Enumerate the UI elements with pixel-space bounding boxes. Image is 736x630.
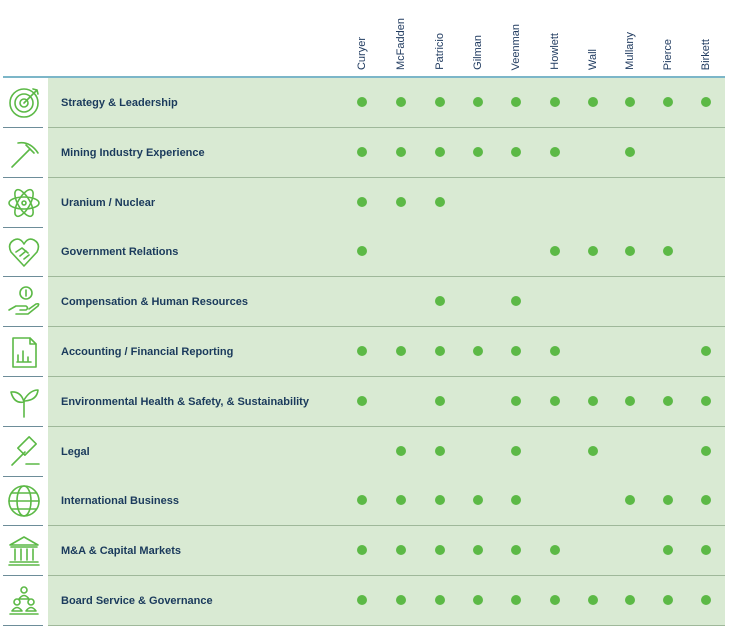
target-icon — [0, 78, 48, 128]
skill-dot-veenman — [511, 396, 521, 406]
column-header-curyer — [343, 0, 381, 70]
skill-dot-gilman — [473, 346, 483, 356]
skill-dot-gilman — [473, 97, 483, 107]
skill-dot-curyer — [357, 197, 367, 207]
director-name: Wall — [587, 49, 599, 70]
skill-dot-curyer — [357, 595, 367, 605]
director-name: Gilman — [472, 35, 484, 70]
skill-label: Compensation & Human Resources — [61, 296, 249, 309]
column-header-wall — [574, 0, 612, 70]
skill-dot-mullany — [625, 97, 635, 107]
skill-label: Board Service & Governance — [61, 595, 213, 607]
skill-dot-mcfadden — [396, 147, 406, 157]
skill-dot-howlett — [550, 97, 560, 107]
skill-dot-howlett — [550, 346, 560, 356]
director-name: Patricio — [434, 33, 446, 70]
director-name: Veenman — [510, 23, 522, 70]
column-header-pierce — [649, 0, 687, 70]
skill-dot-patricio — [435, 97, 445, 107]
skill-dot-patricio — [435, 595, 445, 605]
globe-icon — [0, 476, 48, 526]
skill-label: Environmental Health & Safety, & Sustainability — [61, 395, 309, 408]
skill-dot-veenman — [511, 147, 521, 157]
column-header-birkett — [687, 0, 725, 70]
skill-dot-wall — [588, 396, 598, 406]
director-name: Pierce — [662, 38, 674, 70]
row-divider — [48, 625, 725, 626]
column-header-veenman — [497, 0, 535, 70]
skill-dot-pierce — [663, 595, 673, 605]
skill-dot-patricio — [435, 446, 445, 456]
skill-dot-curyer — [357, 97, 367, 107]
skill-label: International Business — [61, 495, 179, 508]
skill-dot-patricio — [435, 147, 445, 157]
skill-dot-veenman — [511, 446, 521, 456]
skill-dot-patricio — [435, 197, 445, 207]
skill-dot-mullany — [625, 147, 635, 157]
atom-icon — [0, 178, 48, 228]
skill-dot-curyer — [357, 396, 367, 406]
skill-dot-mullany — [625, 396, 635, 406]
skill-dot-veenman — [511, 97, 521, 107]
director-name: Howlett — [549, 33, 561, 70]
skill-dot-patricio — [435, 396, 445, 406]
column-header-howlett — [536, 0, 574, 70]
skill-dot-veenman — [511, 595, 521, 605]
column-header-mcfadden — [382, 0, 420, 70]
skill-label: Accounting / Financial Reporting — [61, 346, 234, 358]
skill-dot-mcfadden — [396, 595, 406, 605]
skill-dot-gilman — [473, 147, 483, 157]
director-name: Mullany — [624, 32, 636, 70]
column-header-gilman — [459, 0, 497, 70]
skill-label: Government Relations — [61, 246, 179, 259]
skill-dot-howlett — [550, 595, 560, 605]
director-name: McFadden — [395, 18, 407, 70]
skill-dot-birkett — [701, 346, 711, 356]
report-chart-icon — [0, 327, 48, 377]
skill-label: Legal — [61, 445, 90, 458]
skill-dot-mullany — [625, 595, 635, 605]
skill-dot-wall — [588, 446, 598, 456]
skill-dot-howlett — [550, 147, 560, 157]
director-name: Birkett — [700, 38, 712, 70]
skill-label: Strategy & Leadership — [61, 97, 178, 109]
skill-dot-mcfadden — [396, 446, 406, 456]
skill-dot-pierce — [663, 97, 673, 107]
skill-dot-pierce — [663, 396, 673, 406]
skill-dot-birkett — [701, 595, 711, 605]
director-name: Curyer — [356, 36, 368, 70]
skill-row — [48, 427, 725, 476]
skill-dot-mcfadden — [396, 346, 406, 356]
pickaxe-icon — [0, 128, 48, 178]
skill-label: M&A & Capital Markets — [61, 545, 182, 558]
column-header-patricio — [421, 0, 459, 70]
people-group-icon — [0, 576, 48, 626]
skill-dot-mcfadden — [396, 197, 406, 207]
skill-dot-wall — [588, 97, 598, 107]
handshake-heart-icon — [0, 227, 48, 277]
skill-dot-curyer — [357, 346, 367, 356]
skill-dot-birkett — [701, 97, 711, 107]
hand-coin-icon — [0, 277, 48, 327]
gavel-icon — [0, 427, 48, 477]
skill-label: Mining Industry Experience — [61, 146, 205, 159]
skill-label: Uranium / Nuclear — [61, 196, 156, 209]
skill-dot-howlett — [550, 396, 560, 406]
skill-dot-birkett — [701, 396, 711, 406]
bank-icon — [0, 526, 48, 576]
skill-dot-curyer — [357, 147, 367, 157]
column-header-mullany — [611, 0, 649, 70]
skill-dot-mcfadden — [396, 97, 406, 107]
skill-dot-patricio — [435, 346, 445, 356]
skill-dot-gilman — [473, 595, 483, 605]
skill-dot-birkett — [701, 446, 711, 456]
sprout-icon — [0, 377, 48, 427]
skill-dot-wall — [588, 595, 598, 605]
skill-dot-veenman — [511, 346, 521, 356]
